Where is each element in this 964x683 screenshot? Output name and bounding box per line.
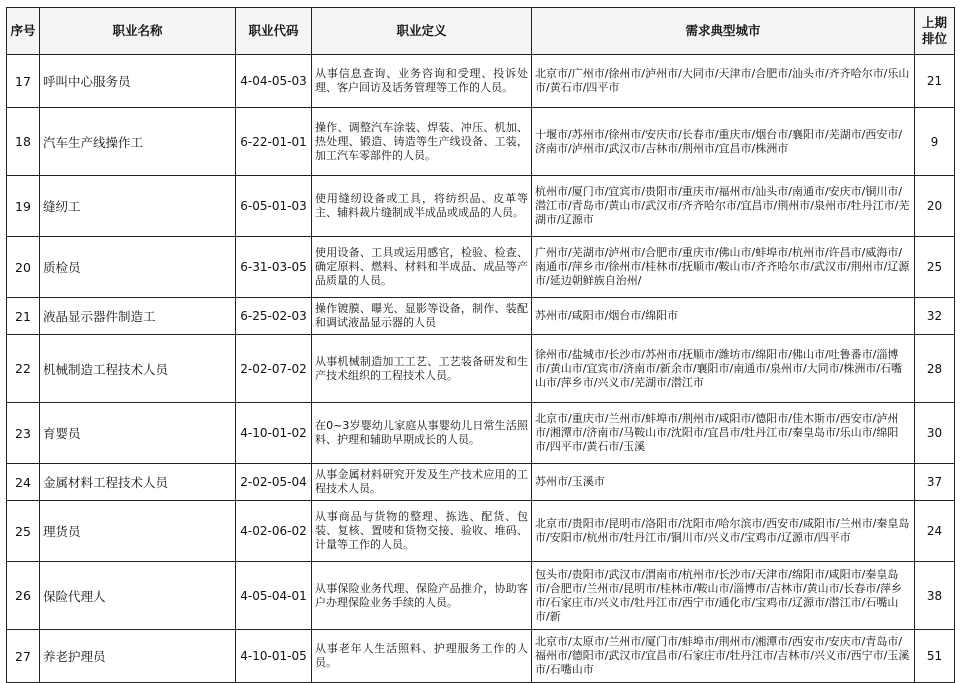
row-index: 20: [7, 237, 40, 298]
row-name: 呼叫中心服务员: [40, 55, 236, 108]
row-cities: 包头市/贵阳市/武汉市/渭南市/杭州市/长沙市/天津市/绵阳市/咸阳市/秦皇岛市/合肥市/兰州市/昆明市/桂林市/鞍山市/淄博市/吉林市/黄山市/长春市/萍乡市/石家庄市/兴义市/牡丹江市/西宁市/通化市/宝鸡市/辽源市/潜江市/石嘴山市/新: [532, 562, 915, 630]
row-rank: 24: [915, 501, 955, 562]
row-cities: 北京市/贵阳市/昆明市/洛阳市/沈阳市/哈尔滨市/西安市/咸阳市/兰州市/秦皇岛市/安阳市/杭州市/牡丹江市/铜川市/兴义市/宝鸡市/辽源市/四平市: [532, 501, 915, 562]
row-name: 金属材料工程技术人员: [40, 464, 236, 501]
row-definition: 操作镀膜、曝光、显影等设备，制作、装配和调试液晶显示器的人员: [312, 298, 532, 335]
row-index: 24: [7, 464, 40, 501]
row-definition: 操作、调整汽车涂装、焊装、冲压、机加、热处理、锻造、铸造等生产线设备、工装，加工汽车零部件的人员。: [312, 108, 532, 176]
row-definition: 从事信息查询、业务咨询和受理、投诉处理、客户回访及话务管理等工作的人员。: [312, 55, 532, 108]
table-row: [7, 630, 955, 683]
header-rank: 上期排位: [915, 8, 955, 55]
row-name: 保险代理人: [40, 562, 236, 630]
row-code: 4-05-04-01: [236, 562, 312, 630]
row-index: 26: [7, 562, 40, 630]
row-code: 4-02-06-02: [236, 501, 312, 562]
row-rank: 25: [915, 237, 955, 298]
row-cities: 北京市/广州市/徐州市/泸州市/大同市/天津市/合肥市/汕头市/齐齐哈尔市/乐山市/黄石市/四平市: [532, 55, 915, 108]
row-definition: 使用缝纫设备或工具，将纺织品、皮革等主、辅料裁片缝制成半成品或成品的人员。: [312, 176, 532, 237]
row-definition: 从事机械制造加工工艺、工艺装备研发和生产技术组织的工程技术人员。: [312, 335, 532, 403]
table-row: [7, 501, 955, 562]
row-rank: 28: [915, 335, 955, 403]
row-rank: 9: [915, 108, 955, 176]
table-row: [7, 562, 955, 630]
row-code: 6-22-01-01: [236, 108, 312, 176]
row-index: 19: [7, 176, 40, 237]
table-row: [7, 108, 955, 176]
row-index: 23: [7, 403, 40, 464]
header-name: 职业名称: [40, 8, 236, 55]
table-row: [7, 403, 955, 464]
row-name: 汽车生产线操作工: [40, 108, 236, 176]
table-row: [7, 237, 955, 298]
row-rank: 21: [915, 55, 955, 108]
row-code: 6-25-02-03: [236, 298, 312, 335]
row-definition: 使用设备、工具或运用感官，检验、检查、确定原料、燃料、材料和半成品、成品等产品质量的人员。: [312, 237, 532, 298]
table-row: [7, 298, 955, 335]
row-code: 6-05-01-03: [236, 176, 312, 237]
row-name: 养老护理员: [40, 630, 236, 683]
row-name: 机械制造工程技术人员: [40, 335, 236, 403]
row-index: 21: [7, 298, 40, 335]
table-row: [7, 335, 955, 403]
row-cities: 北京市/太原市/兰州市/厦门市/蚌埠市/荆州市/湘潭市/西安市/安庆市/青岛市/福州市/德阳市/武汉市/宜昌市/石家庄市/牡丹江市/吉林市/兴义市/西宁市/玉溪市/石嘴山市: [532, 630, 915, 683]
occupation-table: [6, 7, 955, 683]
row-name: 缝纫工: [40, 176, 236, 237]
row-cities: 苏州市/咸阳市/烟台市/绵阳市: [532, 298, 915, 335]
table-row: [7, 55, 955, 108]
header-code: 职业代码: [236, 8, 312, 55]
table-row: [7, 464, 955, 501]
row-code: 4-04-05-03: [236, 55, 312, 108]
row-index: 27: [7, 630, 40, 683]
row-cities: 杭州市/厦门市/宜宾市/贵阳市/重庆市/福州市/汕头市/南通市/安庆市/铜川市/潜江市/青岛市/黄山市/武汉市/齐齐哈尔市/宜昌市/荆州市/泉州市/牡丹江市/芜湖市/辽源市: [532, 176, 915, 237]
row-index: 17: [7, 55, 40, 108]
row-definition: 在0~3岁婴幼儿家庭从事婴幼儿日常生活照料、护理和辅助早期成长的人员。: [312, 403, 532, 464]
row-name: 育婴员: [40, 403, 236, 464]
row-definition: 从事金属材料研究开发及生产技术应用的工程技术人员。: [312, 464, 532, 501]
row-cities: 十堰市/苏州市/徐州市/安庆市/长春市/重庆市/烟台市/襄阳市/芜湖市/西安市/济南市/泸州市/武汉市/吉林市/荆州市/宜昌市/株洲市: [532, 108, 915, 176]
table-header-row: [7, 8, 955, 55]
row-code: 2-02-05-04: [236, 464, 312, 501]
row-rank: 38: [915, 562, 955, 630]
table-row: [7, 176, 955, 237]
row-index: 25: [7, 501, 40, 562]
row-cities: 北京市/重庆市/兰州市/蚌埠市/荆州市/咸阳市/德阳市/佳木斯市/西安市/泸州市/湘潭市/济南市/马鞍山市/沈阳市/宜昌市/牡丹江市/秦皇岛市/乐山市/绵阳市/四平市/黄石市/玉溪: [532, 403, 915, 464]
row-cities: 广州市/芜湖市/泸州市/合肥市/重庆市/佛山市/蚌埠市/杭州市/许昌市/威海市/南通市/萍乡市/徐州市/桂林市/抚顺市/鞍山市/齐齐哈尔市/武汉市/荆州市/辽源市/延边朝鲜族自治州/: [532, 237, 915, 298]
row-code: 6-31-03-05: [236, 237, 312, 298]
row-name: 理货员: [40, 501, 236, 562]
row-name: 液晶显示器件制造工: [40, 298, 236, 335]
row-index: 18: [7, 108, 40, 176]
header-index: 序号: [7, 8, 40, 55]
row-definition: 从事老年人生活照料、护理服务工作的人员。: [312, 630, 532, 683]
row-code: 4-10-01-02: [236, 403, 312, 464]
row-name: 质检员: [40, 237, 236, 298]
row-rank: 32: [915, 298, 955, 335]
row-cities: 苏州市/玉溪市: [532, 464, 915, 501]
row-rank: 20: [915, 176, 955, 237]
row-definition: 从事保险业务代理、保险产品推介，协助客户办理保险业务手续的人员。: [312, 562, 532, 630]
row-definition: 从事商品与货物的整理、拣选、配货、包装、复核、置唛和货物交接、验收、堆码、计量等工作的人员。: [312, 501, 532, 562]
row-rank: 51: [915, 630, 955, 683]
row-rank: 30: [915, 403, 955, 464]
row-cities: 徐州市/盐城市/长沙市/苏州市/抚顺市/潍坊市/绵阳市/佛山市/吐鲁番市/淄博市/黄山市/宜宾市/济南市/新余市/襄阳市/南通市/泉州市/大同市/株洲市/石嘴山市/萍乡市/兴义市/芜湖市/潜江市: [532, 335, 915, 403]
row-code: 4-10-01-05: [236, 630, 312, 683]
row-code: 2-02-07-02: [236, 335, 312, 403]
row-index: 22: [7, 335, 40, 403]
row-rank: 37: [915, 464, 955, 501]
header-definition: 职业定义: [312, 8, 532, 55]
header-cities: 需求典型城市: [532, 8, 915, 55]
